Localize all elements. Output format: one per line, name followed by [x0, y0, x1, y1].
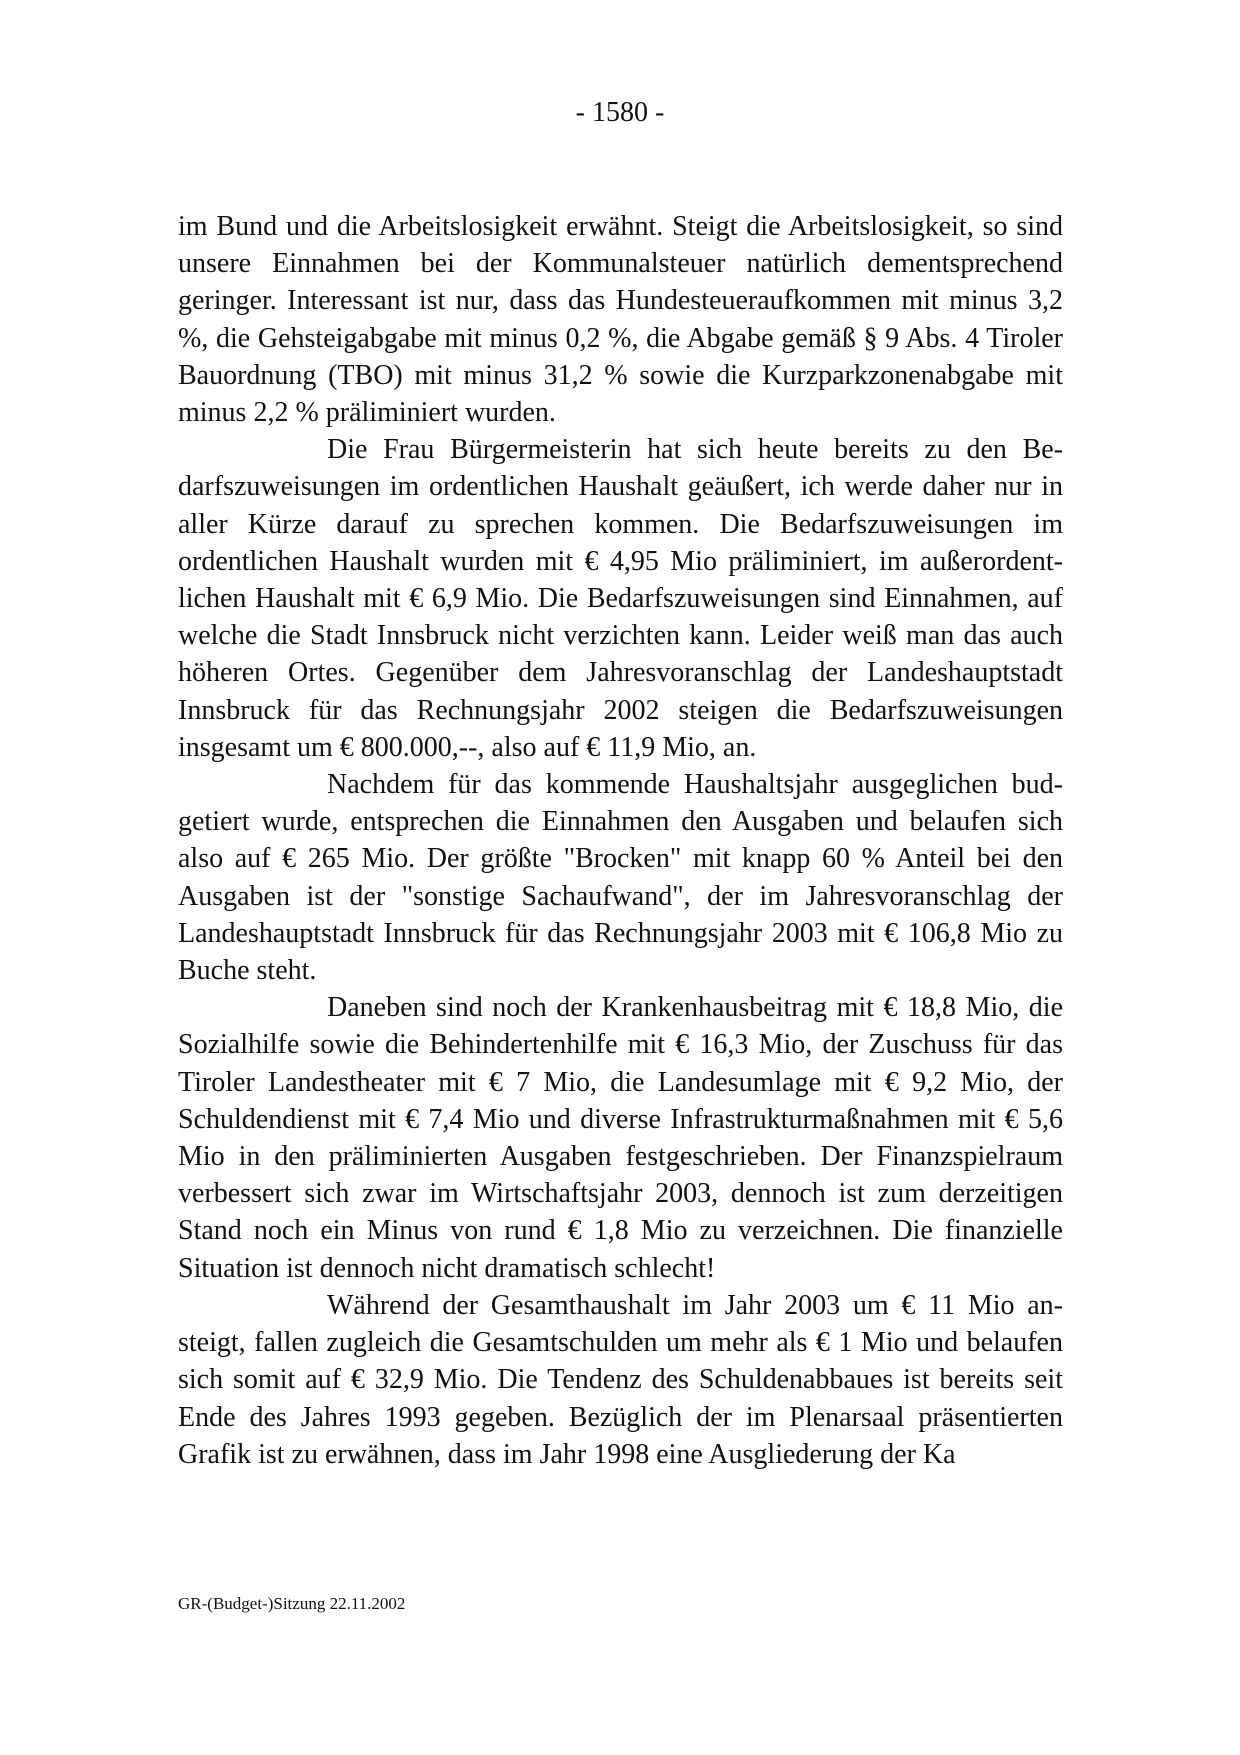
footer-session-label: GR-(Budget-)Sitzung 22.11.2002 — [178, 1594, 406, 1613]
page-number: - 1580 - — [575, 97, 665, 128]
paragraph: Während der Gesamthaushalt im Jahr 2003 um € 11 Mio ansteigt, fallen zugleich die Gesamtschulden um mehr als € 1 Mio und belaufen sich somit auf € 32,9 Mio. Die Tendenz des Schuldenabbaues ist bereits seit Ende des Jahres 1993 gegeben. Bezüglich der im Plenarsaal präsentierten Grafik ist zu erwähnen, dass im Jahr 1998 eine Ausgliederung der Ka — [178, 1289, 1063, 1470]
paragraph: Daneben sind noch der Krankenhausbeitrag mit € 18,8 Mio, die Sozialhilfe sowie die Behindertenhilfe mit € 16,3 Mio, der Zuschuss für das Tiroler Landestheater mit € 7 Mio, die Landesumlage mit € 9,2 Mio, der Schuldendienst mit € 7,4 Mio und diverse Infrastrukturmaßnahmen mit € 5,6 Mio in den präliminierten Ausgaben festgeschrieben. Der Finanzspielraum verbessert sich zwar im Wirtschaftsjahr 2003, dennoch ist zum derzeitigen Stand noch ein Minus von rund € 1,8 Mio zu verzeichnen. Die finanzielle Situation ist dennoch nicht dramatisch schlecht! — [178, 992, 1063, 1284]
body-text — [178, 208, 1063, 1473]
paragraph: im Bund und die Arbeitslosigkeit erwähnt. Steigt die Arbeitslosigkeit, so sind unsere Einnahmen bei der Kommunalsteuer natürlich dementsprechend geringer. Interessant ist nur, dass das Hundesteueraufkommen mit minus 3,2 %, die Gehsteigabgabe mit minus 0,2 %, die Abgabe gemäß § 9 Abs. 4 Tiroler Bauordnung (TBO) mit minus 31,2 % sowie die Kurzparkzonenabgabe mit minus 2,2 % präliminiert wurden. — [178, 211, 1063, 429]
paragraph: Die Frau Bürgermeisterin hat sich heute bereits zu den Bedarfszuweisungen im ordentlichen Haushalt geäußert, ich werde daher nur in aller Kürze darauf zu sprechen kommen. Die Bedarfszuweisungen im ordentlichen Haushalt wurden mit € 4,95 Mio präliminiert, im außerordentlichen Haushalt mit € 6,9 Mio. Die Bedarfszuweisungen sind Einnahmen, auf welche die Stadt Innsbruck nicht verzichten kann. Leider weiß man das auch höheren Ortes. Gegenüber dem Jahresvoranschlag der Landeshauptstadt Innsbruck für das Rechnungsjahr 2002 steigen die Bedarfszuweisungen insgesamt um € 800.000,--, also auf € 11,9 Mio, an. — [178, 434, 1063, 763]
paragraph: Nachdem für das kommende Haushaltsjahr ausgeglichen budgetiert wurde, entsprechen die Einnahmen den Ausgaben und belaufen sich also auf € 265 Mio. Der größte "Brocken" mit knapp 60 % Anteil bei den Ausgaben ist der "sonstige Sachaufwand", der im Jahresvoranschlag der Landeshauptstadt Innsbruck für das Rechnungsjahr 2003 mit € 106,8 Mio zu Buche steht. — [178, 769, 1063, 987]
